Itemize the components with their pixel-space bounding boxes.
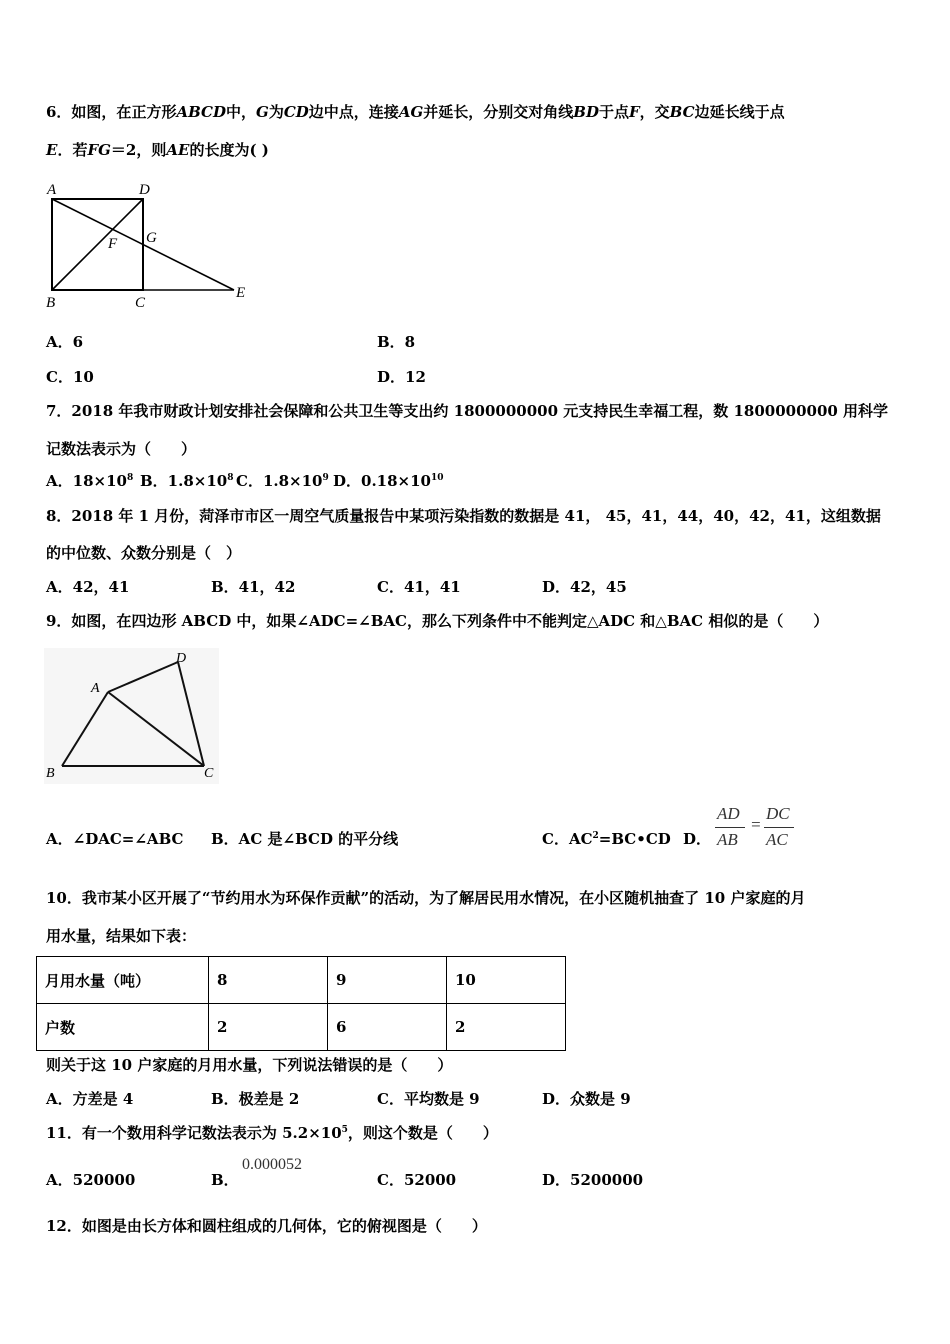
diagonal-bd [52, 199, 143, 290]
q9-option-c[interactable]: C．$AC^2=BC•CD$ [542, 830, 671, 848]
label-d: D [176, 651, 187, 666]
table-cell: 6 [328, 1004, 447, 1051]
fraction-numerator-dc: DC [766, 804, 790, 823]
q10-option-c[interactable]: C．平均数是 9 [377, 1090, 480, 1108]
table-row [37, 1004, 566, 1051]
label-f: F [108, 236, 118, 252]
table-cell: 2 [447, 1004, 566, 1051]
q9-option-b[interactable]: B．AC 是∠BCD 的平分线 [211, 830, 399, 848]
q11-option-d[interactable]: D．5200000 [542, 1171, 644, 1189]
q9-option-d[interactable]: D． [683, 830, 712, 848]
label-d: D [139, 182, 150, 198]
fraction-equals: = [750, 815, 762, 834]
q6-square-figure [40, 176, 260, 312]
q8-line2: 的中位数、众数分别是（ ） [46, 544, 242, 562]
q7-option-a[interactable]: A．$18\times 10^8$ [46, 472, 134, 490]
fraction-bar [764, 827, 794, 828]
q6-line2: E．若FG＝2，则AE的长度为( ) [46, 141, 269, 159]
q6-option-b[interactable]: B．8 [377, 333, 416, 351]
fraction-numerator-ad: AD [717, 804, 740, 823]
q6-option-d[interactable]: D．12 [377, 368, 426, 386]
label-g: G [146, 230, 157, 246]
q9-quadrilateral-figure [44, 648, 219, 784]
figure-background [44, 648, 219, 784]
q7-option-d[interactable]: D．$0.18\times 10^{10}$ [333, 472, 444, 490]
table-cell: 8 [209, 957, 328, 1004]
q6-line1: 6．如图，在正方形ABCD中，G为CD边中点，连接AG并延长，分别交对角线BD于点F，交BC边延长线于点 [46, 103, 785, 121]
table-row [37, 957, 566, 1004]
table-cell: 户数 [37, 1004, 209, 1051]
q11-option-b-value: 0.000052 [242, 1156, 302, 1173]
fraction-denominator-ab: AB [717, 830, 738, 849]
q8-option-b[interactable]: B．41，42 [211, 578, 296, 596]
q11-option-c[interactable]: C．52000 [377, 1171, 457, 1189]
label-e: E [236, 285, 246, 301]
q10-line2: 用水量，结果如下表： [46, 927, 197, 945]
q11-option-b[interactable]: B． [211, 1171, 239, 1189]
q11-line1: 11．有一个数用科学记数法表示为 $5.2\times 10^5$，则这个数是（ ） [46, 1124, 498, 1142]
q6-option-c[interactable]: C．10 [46, 368, 94, 386]
label-b: B [46, 295, 56, 311]
fraction-bar [715, 827, 745, 828]
q11-option-a[interactable]: A．520000 [46, 1171, 136, 1189]
q8-option-c[interactable]: C．41，41 [377, 578, 461, 596]
water-usage-table [36, 956, 566, 1051]
label-c: C [135, 295, 146, 311]
label-a: A [47, 182, 57, 198]
q8-option-d[interactable]: D．42，45 [542, 578, 627, 596]
q7-option-c[interactable]: C．$1.8\times 10^9$ [236, 472, 329, 490]
table-cell: 月用水量（吨） [37, 957, 209, 1004]
label-c: C [204, 766, 214, 781]
q9-line1: 9．如图，在四边形 ABCD 中，如果∠ADC=∠BAC，那么下列条件中不能判定△ADC 和△BAC 相似的是（ ） [46, 612, 829, 630]
q10-option-b[interactable]: B．极差是 2 [211, 1090, 300, 1108]
q7-line2: 记数法表示为（ ） [46, 440, 197, 458]
label-b: B [46, 766, 55, 781]
q8-option-a[interactable]: A．42，41 [46, 578, 130, 596]
label-a: A [91, 681, 100, 696]
table-cell: 2 [209, 1004, 328, 1051]
q8-line1: 8．2018 年 1 月份，菏泽市市区一周空气质量报告中某项污染指数的数据是 41， 45，41，44，40，42，41，这组数据 [46, 507, 881, 525]
fraction-denominator-ac: AC [766, 830, 788, 849]
q7-option-b[interactable]: B．$1.8\times 10^8$ [140, 472, 234, 490]
q10-line1: 10．我市某小区开展了“节约用水为环保作贡献”的活动，为了解居民用水情况，在小区随机抽查了 10 户家庭的月 [46, 889, 806, 907]
q12-line1: 12．如图是由长方体和圆柱组成的几何体，它的俯视图是（ ） [46, 1217, 487, 1235]
table-cell: 10 [447, 957, 566, 1004]
q10-option-a[interactable]: A．方差是 4 [46, 1090, 134, 1108]
q10-option-d[interactable]: D．众数是 9 [542, 1090, 631, 1108]
q6-option-a[interactable]: A．6 [46, 333, 84, 351]
table-cell: 9 [328, 957, 447, 1004]
q7-line1: 7．2018 年我市财政计划安排社会保障和公共卫生等支出约 1800000000 元支持民生幸福工程，数 1800000000 用科学 [46, 402, 889, 420]
q9-option-a[interactable]: A．∠DAC=∠ABC [46, 830, 184, 848]
q10-line3: 则关于这 10 户家庭的月用水量，下列说法错误的是（ ） [46, 1056, 453, 1074]
